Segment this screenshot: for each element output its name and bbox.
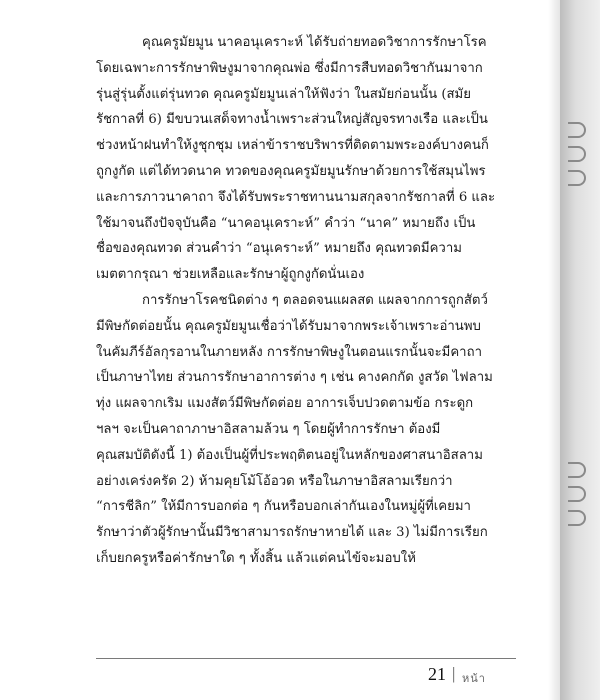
text-line: รักษาว่าตัวผู้รักษานั้นมีวิชาสามารถรักษาหายได้ และ 3) ไม่มีการเรียก [96,525,488,541]
binder-ring-icon [568,170,586,186]
binder-ring-icon [568,462,586,478]
text-line: ใช้มาจนถึงปัจจุบันคือ “นาคอนุเคราะห์” คำว่า “นาค” หมายถึง เป็น [96,215,476,231]
paragraph-2 [96,288,516,572]
text-line: เมตตากรุณา ช่วยเหลือและรักษาผู้ถูกงูกัดนั่นเอง [96,267,365,283]
text-line: คุณสมบัติดังนี้ 1) ต้องเป็นผู้ที่ประพฤติตนอยู่ในหลักของศาสนาอิสลาม [96,447,483,463]
page-number: 21 [428,664,446,684]
footer-divider [96,658,516,659]
page-label: หน้า [462,672,486,685]
text-line: มีพิษกัดต่อยนั้น คุณครูมัยมูนเชื่อว่าได้รับมาจากพระเจ้าเพราะอ่านพบ [96,318,481,334]
text-line: เป็นภาษาไทย ส่วนการรักษาอาการต่าง ๆ เช่น คางคกกัด งูสวัด ไฟลาม [96,370,493,386]
text-line: รัชกาลที่ 6) มีขบวนเสด็จทางน้ำเพราะส่วนใหญ่สัญจรทางเรือ และเป็น [96,112,488,128]
binder-ring-icon [568,510,586,526]
text-line: เก็บยกครูหรือค่ารักษาใด ๆ ทั้งสิ้น แล้วแต่คนไข้จะมอบให้ [96,550,416,566]
text-line: ในคัมภีร์อัลกุรอานในภายหลัง การรักษาพิษงูในตอนแรกนั้นจะมีคาถา [96,344,482,360]
body-text [96,30,516,572]
text-line: ชื่อของคุณทวด ส่วนคำว่า “อนุเคราะห์” หมายถึง คุณทวดมีความ [96,241,462,257]
text-line: คุณครูมัยมูน นาคอนุเคราะห์ ได้รับถ่ายทอดวิชาการรักษาโรค [142,35,487,50]
text-line: ถูกงูกัด แต่ได้ทวดนาค ทวดของคุณครูมัยมูนรักษาด้วยการใช้สมุนไพร [96,163,486,179]
text-line: ทุ่ง แผลจากเริม แมงสัตว์มีพิษกัดต่อย อาการเจ็บปวดตามข้อ กระดูก [96,396,474,412]
text-line: ช่วงหน้าฝนทำให้งูชุกชุม เหล่าข้าราชบริพารที่ติดตามพระองค์บางคนก็ [96,138,489,154]
page-number-separator: | [452,664,456,683]
text-line: อย่างเคร่งครัด 2) ห้ามคุยโม้โอ้อวด หรือในภาษาอิสลามเรียกว่า [96,473,453,489]
book-spine [560,0,600,700]
text-line: โดยเฉพาะการรักษาพิษงูมาจากคุณพ่อ ซึ่งมีการสืบทอดวิชากันมาจาก [96,60,483,76]
binder-ring-icon [568,122,586,138]
binder-ring-icon [568,486,586,502]
text-line: รุ่นสู่รุ่นตั้งแต่รุ่นทวด คุณครูมัยมูนเล่าให้ฟังว่า ในสมัยก่อนนั้น (สมัย [96,86,471,102]
binder-ring-icon [568,146,586,162]
paragraph-1 [96,30,516,288]
text-line: การรักษาโรคชนิดต่าง ๆ ตลอดจนแผลสด แผลจากการถูกสัตว์ [142,292,488,308]
text-line: ฯลฯ จะเป็นคาถาภาษาอิสลามล้วน ๆ โดยผู้ทำการรักษา ต้องมี [96,421,441,437]
text-line: “การชีลิก” ให้มีการบอกต่อ ๆ กันหรือบอกเล่ากันเองในหมู่ผู้ที่เคยมา [96,499,471,515]
text-line: และการภาวนาคาถา จึงได้รับพระราชทานนามสกุลจากรัชกาลที่ 6 และ [96,189,496,205]
